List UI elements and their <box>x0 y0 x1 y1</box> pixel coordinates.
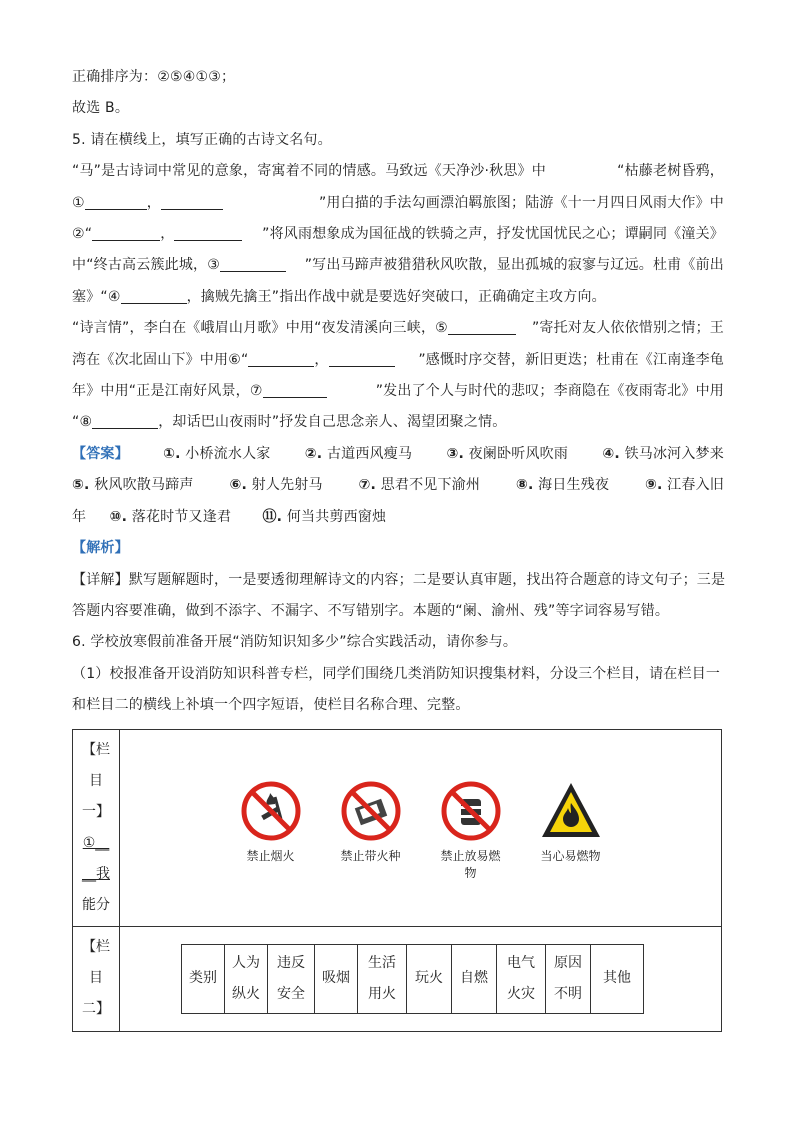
answer-item: ⑤. 秋风吹散马蹄声 <box>72 477 194 494</box>
paragraph-line: ②“ ， ”将风雨想象成为国征战的铁骑之声，抒发忧国忧民之心；谭嗣同《潼关》 <box>72 226 724 243</box>
flammable-warning-icon <box>539 779 603 843</box>
category-cell: 原因不明 <box>546 944 591 1013</box>
answer-blank[interactable] <box>161 194 223 210</box>
answer-row <box>72 439 724 470</box>
column-two-label: 【栏 目 二】 <box>73 926 120 1031</box>
no-flammables-icon <box>439 779 503 843</box>
paragraph-line: “⑧ ，却话巴山夜雨时”抒发自己思念亲人、渴望团聚之情。 <box>72 414 507 431</box>
answer-item: ①. 小桥流水人家 <box>163 445 271 462</box>
answer-blank[interactable] <box>448 319 516 335</box>
no-tinder-icon <box>339 779 403 843</box>
sign-flammable-warning: 当心易燃物 <box>536 779 606 881</box>
column-one-label: 【栏 目 一】 ①__ __我 能分 <box>73 729 120 926</box>
answer-item: ④. 铁马冰河入梦来 <box>602 445 724 462</box>
question-5-title: 5. 请在横线上，填写正确的古诗文名句。 <box>72 131 332 148</box>
answer-item: ②. 古道西风瘦马 <box>304 445 413 462</box>
category-cell: 玩火 <box>407 944 452 1013</box>
category-cell: 自燃 <box>452 944 497 1013</box>
column-table <box>72 729 722 1032</box>
signs-cell <box>120 729 722 926</box>
answer-blank[interactable] <box>92 225 160 241</box>
answer-blank[interactable] <box>248 351 314 367</box>
explanation-line: 答题内容要准确，做到不添字、不漏字、不写错别字。本题的“阑、渝州、残”等字词容易写错。 <box>72 602 670 619</box>
category-cell: 电气火灾 <box>497 944 546 1013</box>
category-cell: 其他 <box>591 944 644 1013</box>
paragraph-line: “诗言情”，李白在《峨眉山月歌》中用“夜发清溪向三峡，⑤ ”寄托对友人依依惜别之情；王 <box>72 320 724 337</box>
answer-blank[interactable] <box>263 382 327 398</box>
answer-blank[interactable] <box>174 225 242 241</box>
answer-blank[interactable] <box>220 256 286 272</box>
answer-item: ⑦. 思君不见下渝州 <box>358 477 481 494</box>
category-cell: 违反安全 <box>268 944 315 1013</box>
explanation-line: 【详解】默写题解题时，一是要透彻理解诗文的内容；二是要认真审题，找出符合题意的诗文句子；三是 <box>72 571 726 588</box>
explanation-label: 【解析】 <box>72 540 129 557</box>
question-6-title: 6. 学校放寒假前准备开展“消防知识知多少”综合实践活动，请你参与。 <box>72 634 518 651</box>
category-cell <box>120 926 722 1031</box>
category-header: 类别 <box>182 944 225 1013</box>
answer-blank[interactable] <box>121 288 187 304</box>
paragraph-line: 塞》“④ ，擒贼先擒王”指出作战中就是要选好突破口，正确确定主攻方向。 <box>72 288 606 305</box>
answer-blank[interactable] <box>92 413 158 429</box>
no-fire-icon <box>239 779 303 843</box>
document-body <box>72 62 724 1032</box>
question-6-sub: （1）校报准备开设消防知识科普专栏，同学们围绕几类消防知识搜集材料，分设三个栏目，请在栏目一 <box>72 665 721 682</box>
paragraph-line: ① ， ”用白描的手法勾画漂泊羁旅图；陆游《十一月四日风雨大作》中 <box>72 194 724 211</box>
answer-item: ⑥. 射人先射马 <box>229 477 323 494</box>
answer-blank[interactable]: ①__ <box>82 834 110 851</box>
answer-label: 【答案】 <box>72 445 129 462</box>
sign-no-flammables: 禁止放易燃物 <box>436 779 506 881</box>
category-cell: 吸烟 <box>315 944 358 1013</box>
answer-item: ③. 夜阑卧听风吹雨 <box>446 445 569 462</box>
answer-blank[interactable] <box>85 194 147 210</box>
category-cell: 生活用火 <box>358 944 407 1013</box>
text-line: 正确排序为：②⑤④①③； <box>72 69 236 85</box>
question-6-sub: 和栏目二的横线上补填一个四字短语，使栏目名称合理、完整。 <box>72 697 470 714</box>
answer-blank[interactable] <box>329 351 395 367</box>
answer-item: ⑨. 江春入旧 <box>644 477 724 494</box>
category-cell: 人为纵火 <box>225 944 268 1013</box>
answer-row: 年 ⑩. 落花时节又逢君 ⑪. 何当共剪西窗烛 <box>72 508 387 525</box>
fire-cause-table <box>181 944 644 1014</box>
paragraph-line: 年》中用“正是江南好风景，⑦ ”发出了个人与时代的悲叹；李商隐在《夜雨寄北》中用 <box>72 383 724 400</box>
text-line: 故选 B。 <box>72 100 130 117</box>
paragraph-line: 中“终古高云簇此城，③ ”写出马蹄声被猎猎秋风吹散，显出孤城的寂寥与辽远。杜甫《前出 <box>72 257 724 274</box>
paragraph-line: “马”是古诗词中常见的意象，寄寓着不同的情感。马致远《天净沙·秋思》中 “枯藤老树昏鸦， <box>72 163 724 180</box>
paragraph-line: 湾在《次北固山下》中用⑥“ ， ”感慨时序交替，新旧更迭；杜甫在《江南逢李龟 <box>72 351 724 368</box>
answer-item: ⑪. 何当共剪西窗烛 <box>262 508 387 525</box>
sign-no-tinder: 禁止带火种 <box>336 779 406 881</box>
answer-item: ⑧. 海日生残夜 <box>515 477 610 494</box>
answer-row <box>72 470 724 501</box>
answer-item: ⑩. 落花时节又逢君 <box>109 508 232 525</box>
sign-no-fire: 禁止烟火 <box>236 779 306 881</box>
